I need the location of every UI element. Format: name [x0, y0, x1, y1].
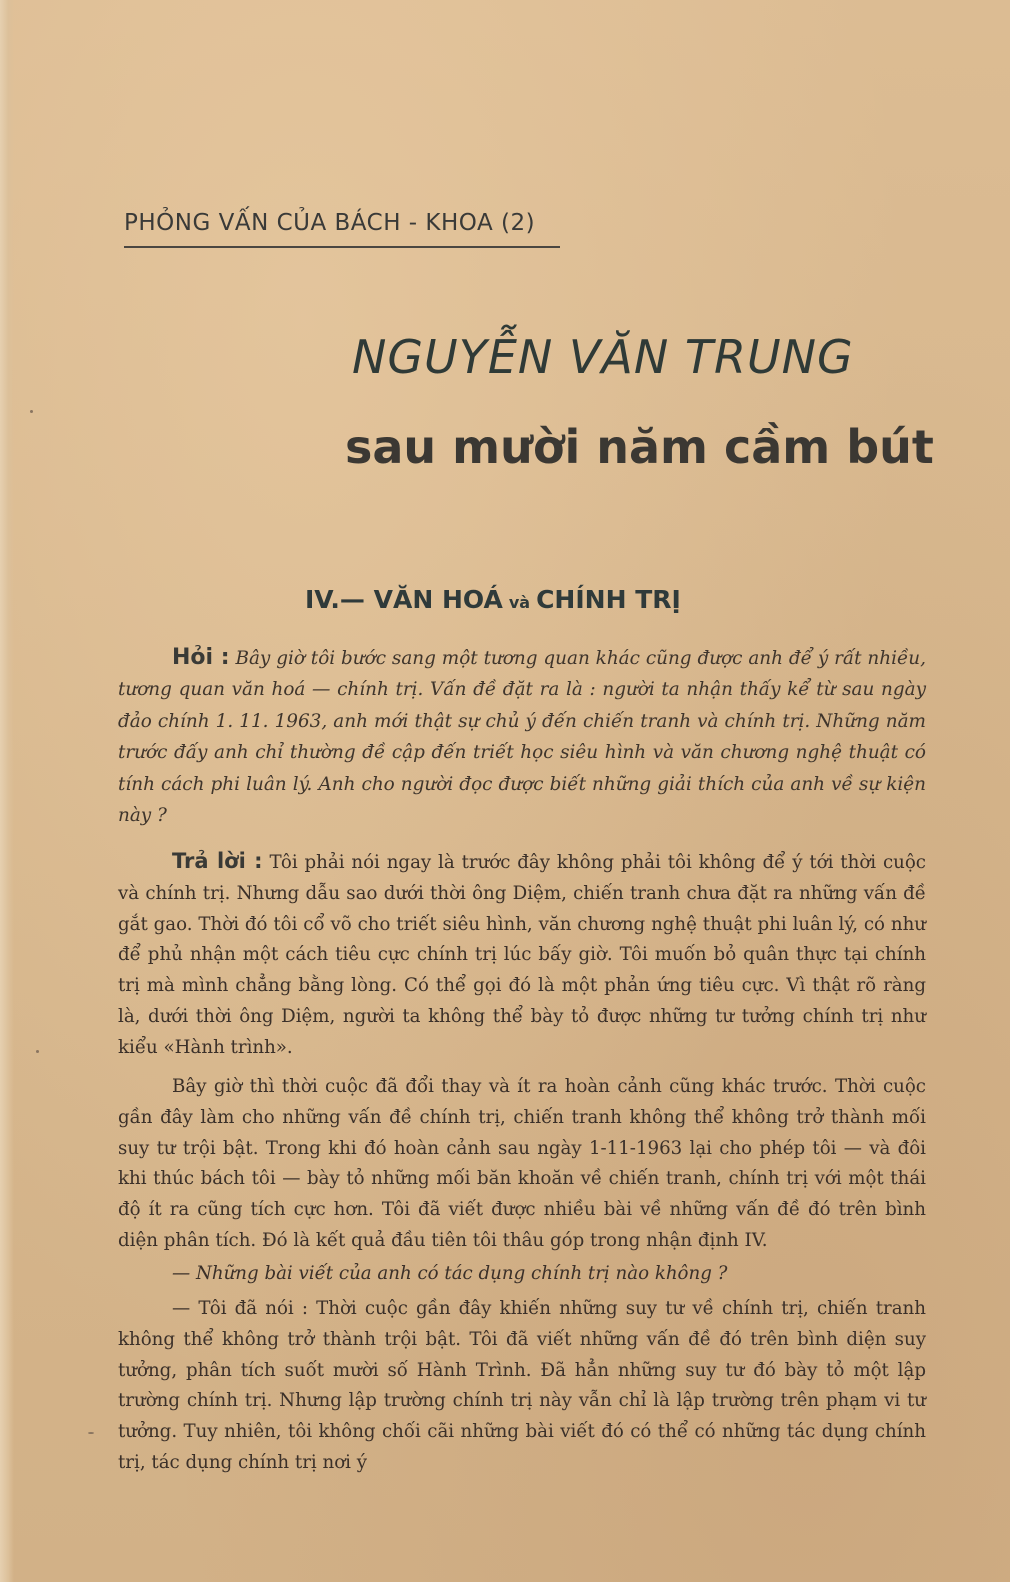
series-header: PHỎNG VẤN CỦA BÁCH - KHOA (2): [124, 210, 536, 236]
paper-speck: [30, 410, 33, 413]
section-title-part2: CHÍNH TRỊ: [536, 585, 681, 614]
question-text: Bây giờ tôi bước sang một tương quan khác cũng được anh để ý rất nhiều, tương quan văn hoá — chính trị. Vấn đề đặt ra là : người ta nhận thấy kể từ sau ngày đảo chính 1. 11. 1963, anh mới thật sự chủ ý đến chiến tranh và chính trị. Những năm trước đấy anh chỉ thường đề cập đến triết học siêu hình và văn chương nghệ thuật có tính cách phi luân lý. Anh cho người đọc được biết những giải thích của anh về sự kiện này ?: [118, 648, 926, 827]
answer-2: — Tôi đã nói : Thời cuộc gần đây khiến những suy tư về chính trị, chiến tranh không thể không trở thành trội bật. Tôi đã viết những vấn đề đó trên bình diện suy tưởng, phân tích suốt mười số Hành Trình. Đã hẳn những suy tư đó bày tỏ một lập trường chính trị. Nhưng lập trường chính trị này vẫn chỉ là lập trường trên phạm vi tư tưởng. Tuy nhiên, tôi không chối cãi những bài viết đó có thể có những tác dụng chính trị, tác dụng chính trị nơi ý: [118, 1298, 926, 1473]
answer-paragraph: [118, 846, 926, 1064]
article-title: sau mười năm cầm bút: [345, 420, 934, 474]
section-title-part1: VĂN HOÁ: [373, 585, 503, 614]
paper-speck: [88, 1432, 94, 1434]
answer-text: Tôi phải nói ngay là trước đây không phải tôi không để ý tới thời cuộc và chính trị. Nhưng dẫu sao dưới thời ông Diệm, chiến tranh chưa đặt ra những vấn đề gắt gao. Thời đó tôi cổ võ cho triết siêu hình, văn chương nghệ thuật phi luân lý, có như để phủ nhận một cách tiêu cực chính trị lúc bấy giờ. Tôi muốn bỏ quân thực tại chính trị mà mình chẳng bằng lòng. Có thể gọi đó là một phản ứng tiêu cực. Vì thật rõ ràng là, dưới thời ông Diệm, người ta không thể bày tỏ được những tư tưởng chính trị như kiểu «Hành trình».: [118, 852, 926, 1058]
section-title-connector: và: [508, 593, 531, 612]
question-label: Hỏi :: [172, 645, 230, 670]
section-heading: [305, 585, 681, 614]
header-rule: [124, 246, 560, 248]
section-number: IV.—: [305, 585, 365, 614]
question-paragraph: [118, 642, 926, 831]
paper-speck: [36, 1050, 39, 1053]
answer-label: Trả lời :: [172, 849, 263, 873]
answer-paragraph-2: Bây giờ thì thời cuộc đã đổi thay và ít ra hoàn cảnh cũng khác trước. Thời cuộc gần đây làm cho những vấn đề chính trị, chiến tranh không thể không trở thành mối suy tư trội bật. Trong khi đó hoàn cảnh sau ngày 1-11-1963 lại cho phép tôi — và đôi khi thúc bách tôi — bày tỏ những mối băn khoăn về chiến tranh, chính trị với một thái độ ít ra cũng tích cực hơn. Tôi đã viết được nhiều bài về những vấn đề đó trên bình diện phân tích. Đó là kết quả đầu tiên tôi thâu góp trong nhận định IV.: [118, 1076, 926, 1251]
question-2: — Những bài viết của anh có tác dụng chính trị nào không ?: [172, 1263, 728, 1284]
page-edge: [0, 0, 14, 1582]
author-name: NGUYỄN VĂN TRUNG: [352, 330, 854, 384]
